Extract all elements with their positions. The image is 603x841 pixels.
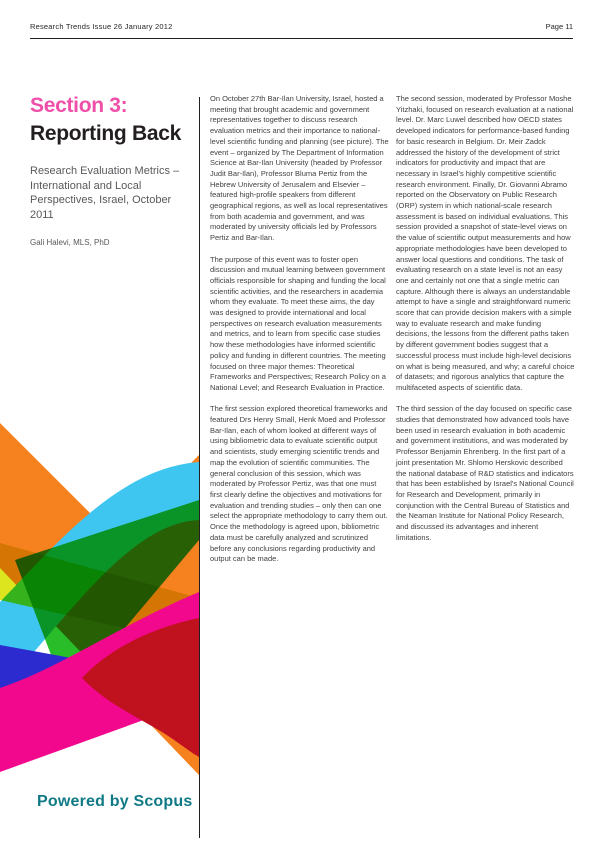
body-paragraph: The first session explored theoretical frameworks and featured Drs Henry Small, Henk Moed and Professor Bar-Ilan, each of whom looked at different ways of using bibliometric data to evaluate scientific output and scientists, study emerging scientific trends and map the evolution of scientific communities. The general conclusion of this session, which was moderated by Professor Pertiz, was that one must first clearly define the objectives and motivations for evaluation and trending studies – only then can one select the appropriate methodology to carry them out. Once the methodology is agreed upon, bibliometric data must be carefully analyzed and scrutinized before any conclusions regarding productivity and output can be made.	[210, 404, 388, 564]
body-paragraph: The purpose of this event was to foster open discussion and mutual learning between government officials responsible for shaping and funding the local scientific activities, and the researchers in academia whom they evaluate. To meet these aims, the day was designed to provide international and local perspectives on research evaluation measurements and metrics, and to learn from specific case studies how these methodologies have informed scientific policy and funding in different countries. The meeting focused on three major themes: Theoretical Frameworks and Perspectives; Research Policy on a National Level; and Research Evaluation in Practice.	[210, 254, 386, 392]
body-column-right	[396, 94, 575, 554]
body-paragraph: The third session of the day focused on specific case studies that demonstrated how advanced tools have been used in research evaluation in both academic and government institutions, and was moderated by Professor Benjamin Ehrenberg. In the first part of a joint presentation Mr. Shlomo Herskovic described the national database of R&D statistics and indicators that has been established by Israel's National Council for Research and Development, primarily in conjunction with the Central Bureau of Statistics and the Neaman Institute for National Policy Research, and discussed its advantages and inherent limitations.	[396, 404, 574, 542]
header-page-number: Page 11	[545, 22, 573, 31]
body-paragraph: On October 27th Bar-Ilan University, Israel, hosted a meeting that brought academic and government representatives together to discuss research evaluation metrics and their importance to national-level scientific funding and planning (see picture). The event – organized by The Department of Information Science at Bar-Ilan University (headed by Professor Judit Bar-Ilan), Professor Bluma Pertiz from the Hebrew University of Jerusalem and Elsevier – featured high-profile speakers from different geographical regions, as well as local representatives from both academia and government, and was moderated by university officials led by Professors Pertiz and Bar-Ilan.	[210, 94, 389, 243]
header-issue-label: Research Trends Issue 26 January 2012	[30, 22, 173, 31]
article-subtitle: Research Evaluation Metrics – International and Local Perspectives, Israel, October 2011	[30, 165, 180, 221]
section-label: Section 3:	[30, 94, 128, 117]
ribbon-artwork	[0, 420, 199, 780]
article-heading-block	[30, 94, 190, 247]
header-rule	[30, 38, 573, 39]
scopus-logo: Powered by Scopus	[37, 793, 193, 810]
article-title: Reporting Back	[30, 122, 181, 145]
column-divider-rule	[199, 97, 200, 838]
body-paragraph: The second session, moderated by Professor Moshe Yitzhaki, focused on research evaluation at a national level. Dr. Marc Luwel described how OECD states developed indicators for performance-based funding for basic research in Belgium. Dr. Meir Zadck addressed the history of the development of strict indicators for productivity and impact that are necessary in Israel's highly competitive scientific research environment. Finally, Dr. Giovanni Abramo reported on the Observatory on Public Research (ORP) system in which national-scale research assessment is based on individual evaluations. This session provided a snapshot of state-level views on the value of scientific output measurements and how appropriate methodologies have been developed to answer local questions and conditions. The task of evaluating research on a state level is not an easy one and certainly not one that a single metric can capture. Although there is always an understandable attempt to have a single and straightforward numeric score that can provide decision makers with a simple way to evaluate research and make funding decisions, the lessons from the different paths taken by different government bodies suggest that a successful process must include high-level decisions on what is being measured, and why; a careful choice of datasets; and rigorous analytics that capture the multifaceted aspects of scientific data.	[396, 94, 575, 392]
article-author: Gali Halevi, MLS, PhD	[30, 238, 110, 247]
body-column-middle	[210, 94, 389, 576]
